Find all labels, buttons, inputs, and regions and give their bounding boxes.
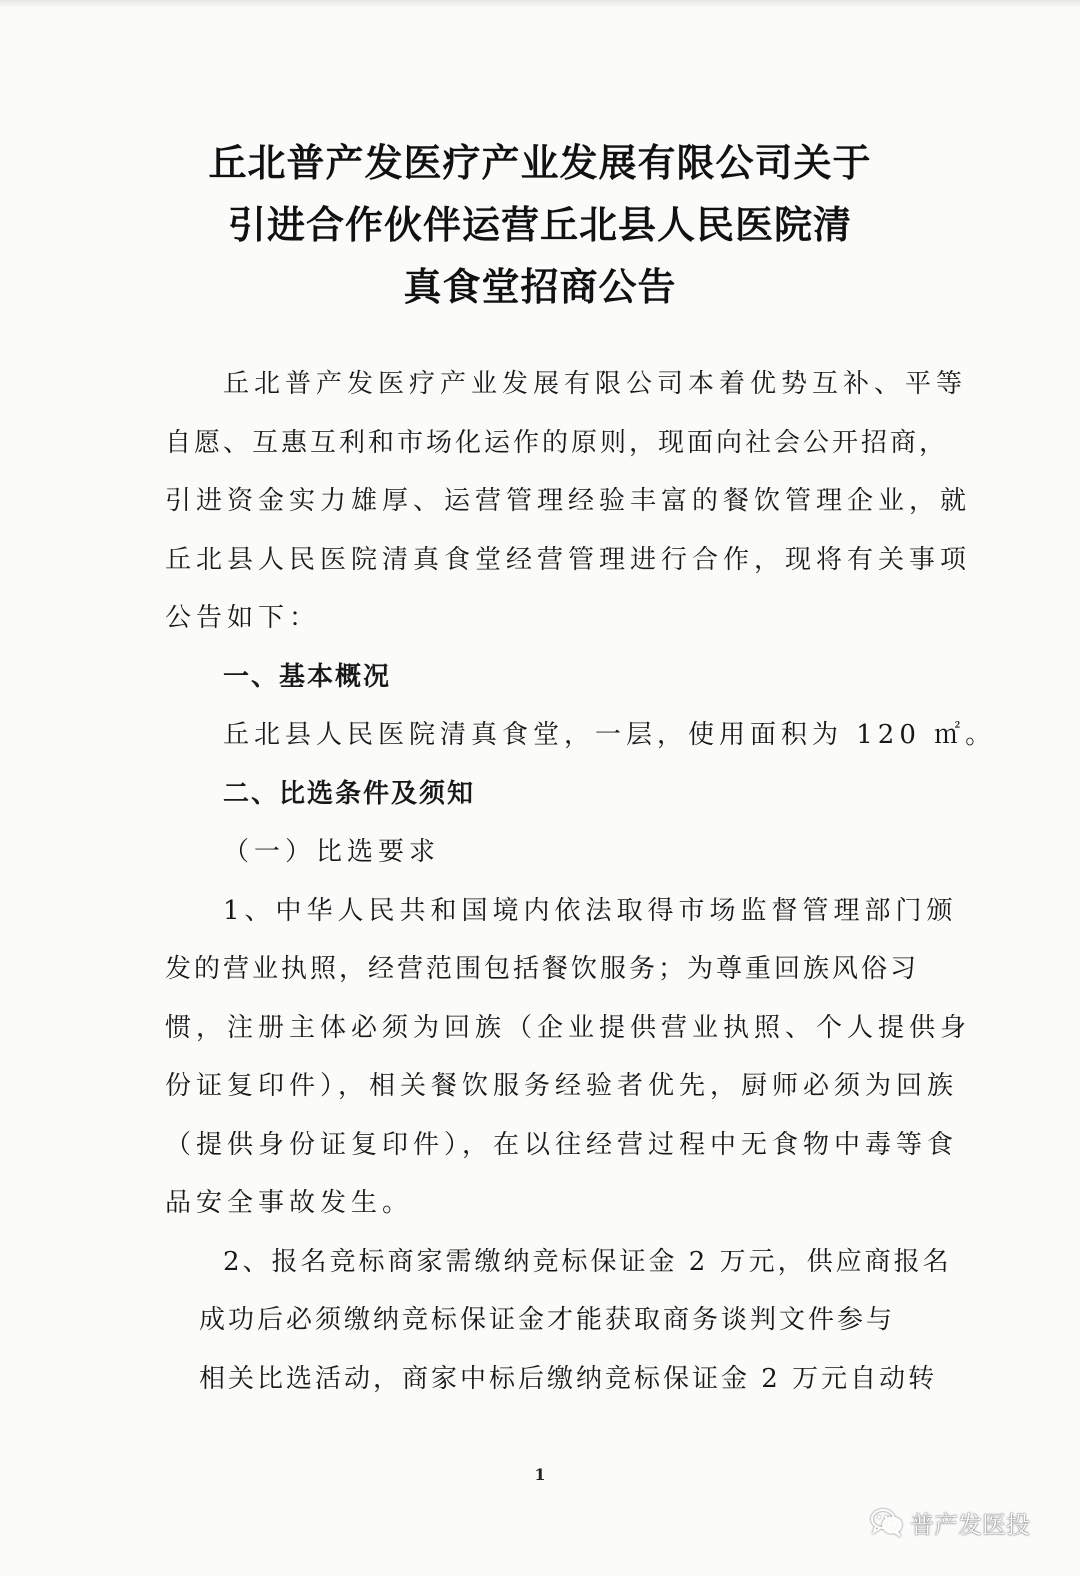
item-2-line-2: 成功后必须缴纳竞标保证金才能获取商务谈判文件参与 xyxy=(199,1305,896,1335)
item-1-line-5: （提供身份证复印件），在以往经营过程中无食物中毒等食 xyxy=(165,1129,959,1160)
item-1-paragraph xyxy=(165,882,972,1233)
intro-line-4: 丘北县人民医院清真食堂经营管理进行合作，现将有关事项 xyxy=(165,544,972,575)
title-line-2: 引进合作伙伴运营丘北县人民医院清 xyxy=(227,202,852,247)
document-body xyxy=(165,355,997,1408)
watermark-text: 普产发医投 xyxy=(910,1510,1030,1539)
item-2-line-1: 2、报名竞标商家需缴纳竞标保证金 2 万元，供应商报名 xyxy=(223,1246,952,1277)
intro-paragraph xyxy=(165,355,972,648)
section-2-heading: 二、比选条件及须知 xyxy=(223,778,476,809)
scan-top-edge xyxy=(0,0,1080,8)
item-1-line-2: 发的营业执照，经营范围包括餐饮服务；为尊重回族风俗习 xyxy=(165,954,920,984)
item-1-line-6: 品安全事故发生。 xyxy=(165,1188,414,1218)
item-1-line-4: 份证复印件），相关餐饮服务经验者优先，厨师必须为回族 xyxy=(165,1071,959,1101)
section-1-text: 丘北县人民医院清真食堂，一层，使用面积为 120 ㎡。 xyxy=(223,720,997,750)
title-line-1: 丘北普产发医疗产业发展有限公司关于 xyxy=(208,140,872,185)
item-1-line-1: 1、中华人民共和国境内依法取得市场监督管理部门颁 xyxy=(223,895,958,926)
title-line-3: 真食堂招商公告 xyxy=(403,264,677,309)
intro-line-3: 引进资金实力雄厚、运营管理经验丰富的餐饮管理企业，就 xyxy=(165,486,972,516)
intro-line-5: 公告如下： xyxy=(165,603,321,633)
intro-line-1: 丘北普产发医疗产业发展有限公司本着优势互补、平等 xyxy=(223,369,968,399)
item-1-line-3: 惯，注册主体必须为回族（企业提供营业执照、个人提供身 xyxy=(165,1012,972,1043)
intro-line-2: 自愿、互惠互利和市场化运作的原则，现面向社会公开招商， xyxy=(165,427,949,458)
item-2-paragraph xyxy=(165,1233,952,1409)
section-1-heading: 一、基本概况 xyxy=(223,661,392,692)
watermark xyxy=(870,1502,1030,1542)
page-number: 1 xyxy=(534,1465,546,1484)
wechat-icon xyxy=(870,1507,904,1537)
document-title xyxy=(140,132,940,318)
item-2-line-3: 相关比选活动，商家中标后缴纳竞标保证金 2 万元自动转 xyxy=(199,1363,938,1394)
subsection-1-heading: （一）比选要求 xyxy=(223,837,441,867)
